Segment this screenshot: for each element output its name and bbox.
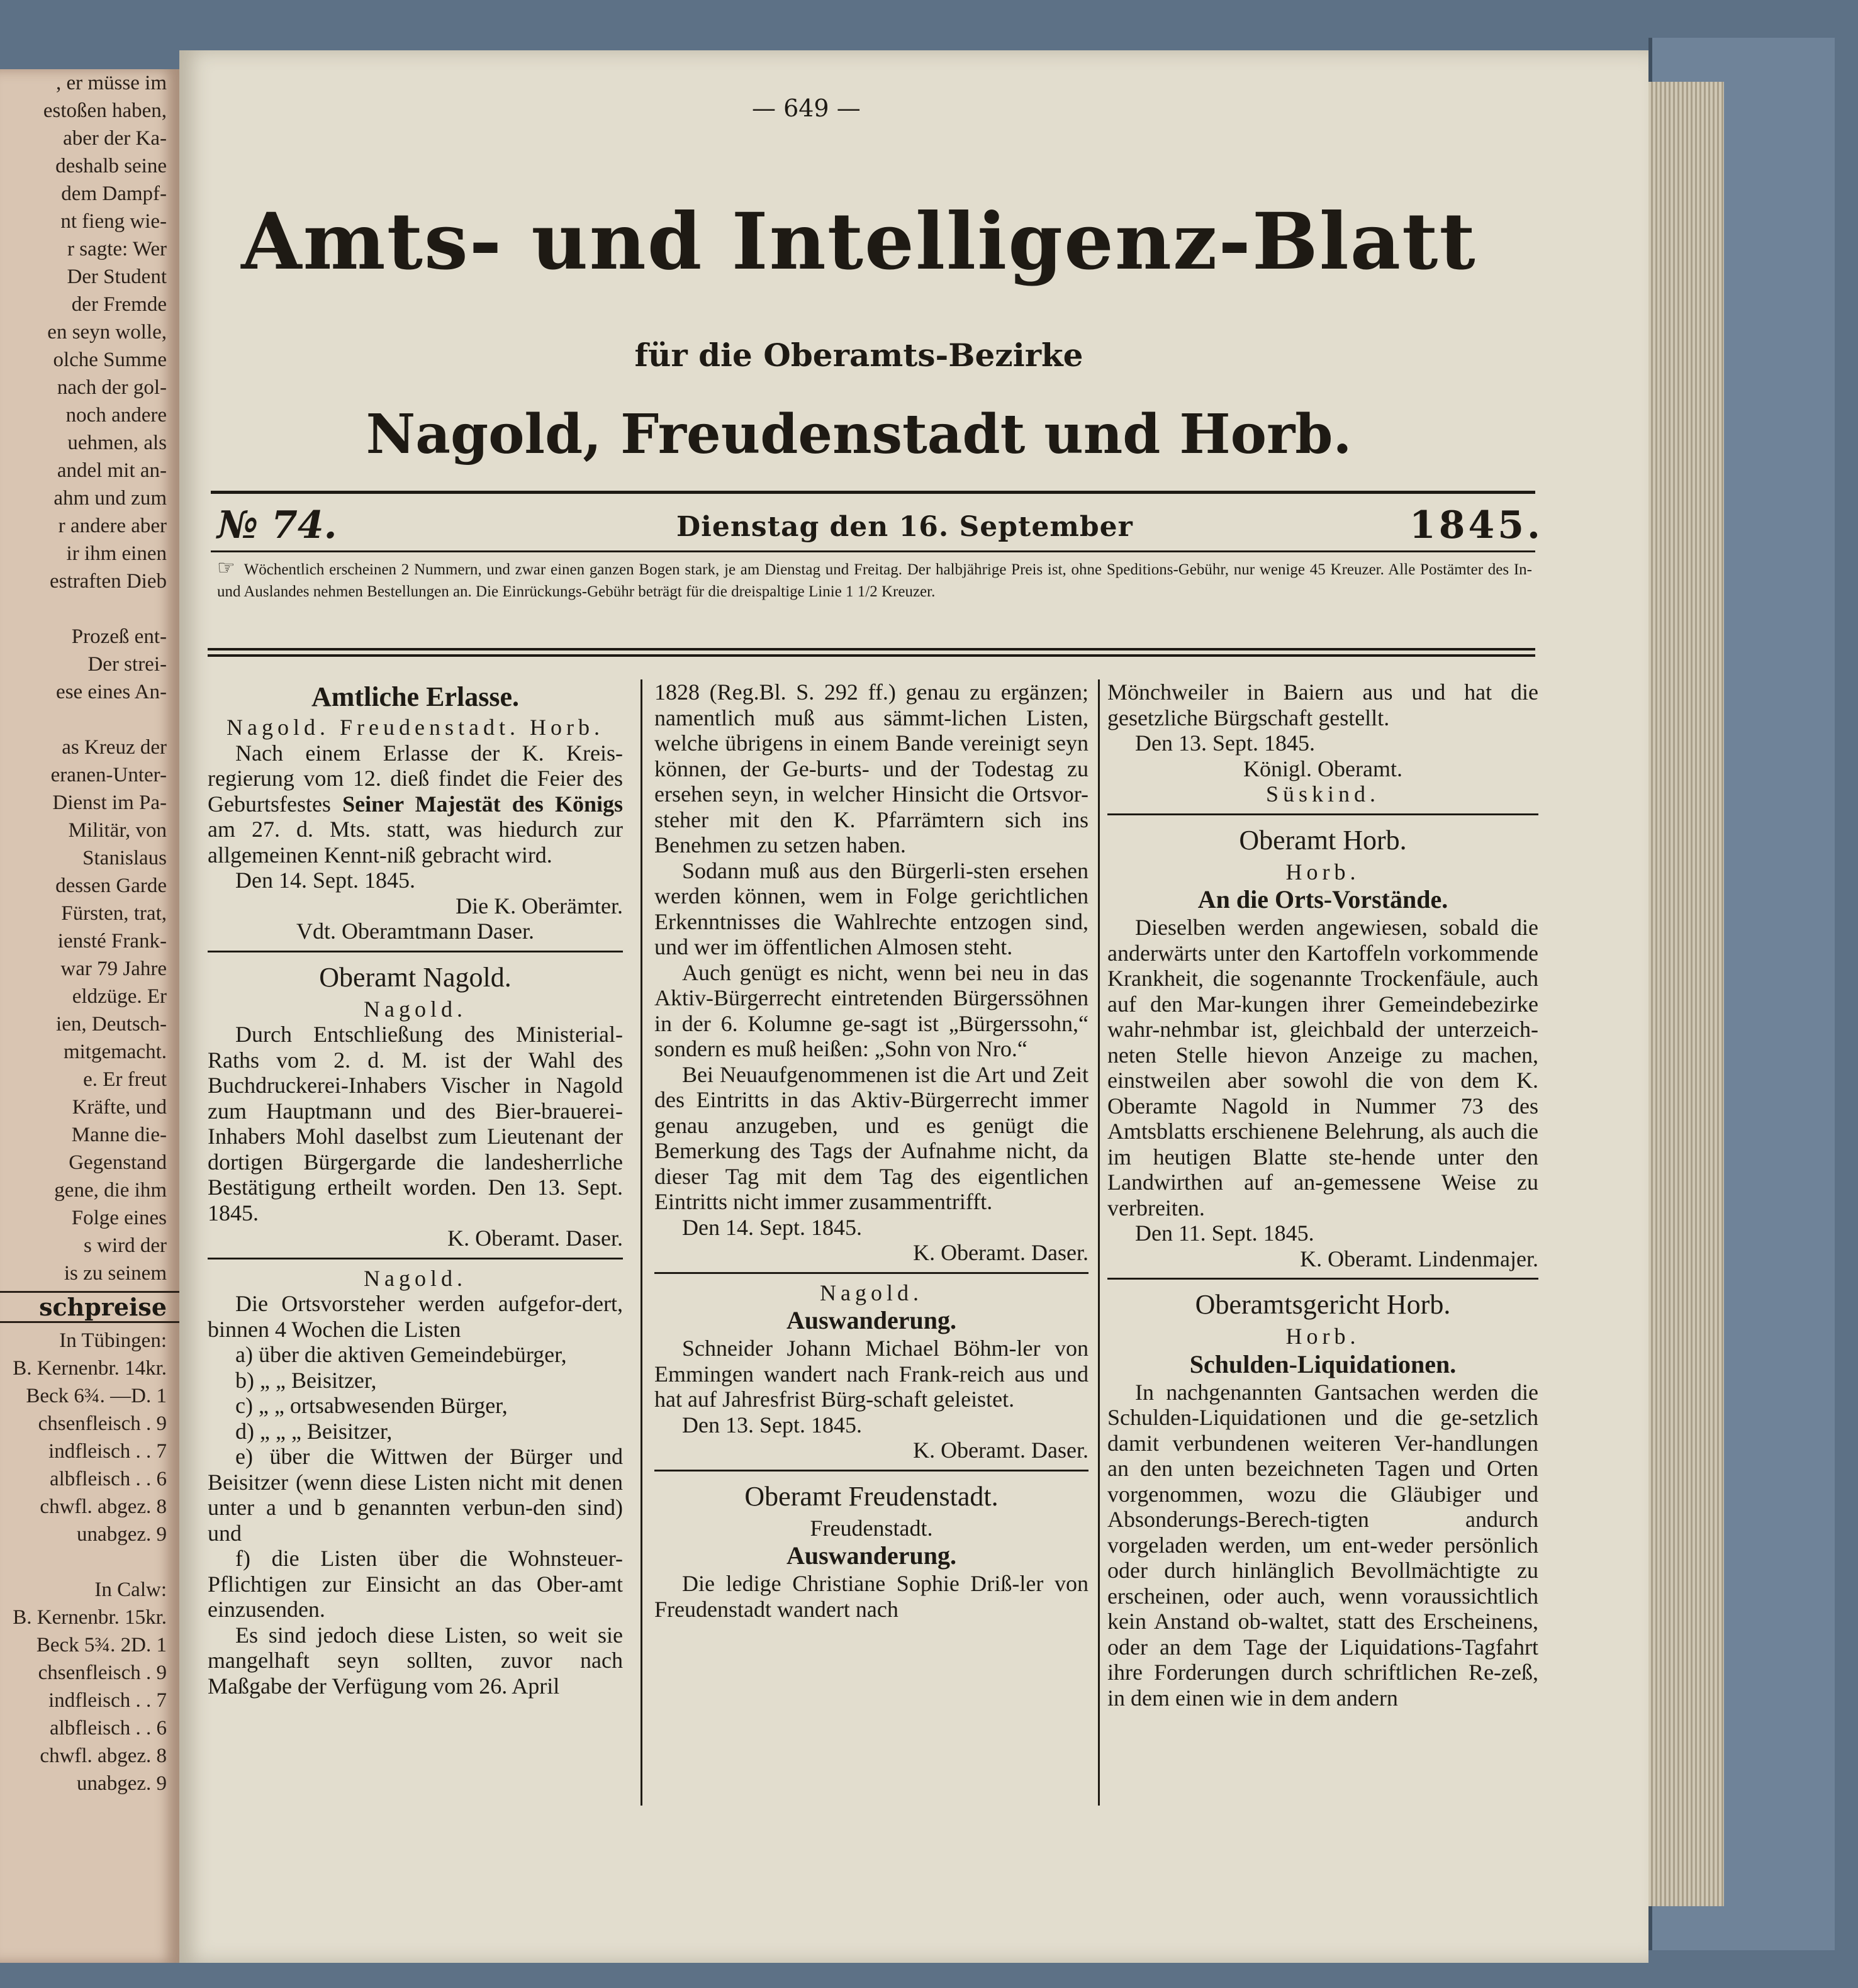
left-page-line: Der Student [67,265,167,288]
left-page-line: Gegenstand [69,1151,167,1174]
signature: K. Oberamt. Daser. [913,1438,1088,1463]
list-item: e) über die Wittwen der Bürger und Beisitzer (wenn diese Listen nicht mit denen unter a und b genannten verbun-den sind) und [208,1444,623,1546]
left-page-line: , er müsse im [56,72,167,94]
list [208,1342,623,1622]
section-heading: Auswanderung. [786,1541,957,1570]
list-item: a) über die aktiven Gemeindebürger, [235,1342,567,1367]
pointing-hand-icon: ☞ [217,556,235,579]
section-heading: Auswanderung. [786,1306,957,1334]
left-page-line: albfleisch . . 6 [49,1468,167,1490]
section-heading: Oberamt Nagold. [319,961,512,993]
section-heading: Amtliche Erlasse. [311,681,519,712]
column-2 [654,679,1088,1622]
paragraph: Die ledige Christiane Sophie Driß-ler von Freudenstadt wandert nach [654,1571,1088,1622]
column-separator-1 [641,679,642,1806]
date-line: Den 14. Sept. 1845. [235,868,415,893]
list-item: d) „ „ „ Beisitzer, [235,1418,393,1444]
left-page-line: eldzüge. Er [72,985,167,1008]
paragraph: Die Ortsvorsteher werden aufgefor-dert, binnen 4 Wochen die Listen [208,1291,623,1342]
divider [1107,813,1538,815]
notice-text: Wöchentlich erscheinen 2 Nummern, und zwar einen ganzen Bogen stark, je am Dienstag und Freitag. Der halbjährige Preis ist, ohne Speditions-Gebühr, nur wenige 45 Kreuzer. Alle Postämter des In- und Auslandes nehmen Bestellungen an. Die Einrückungs-Gebühr beträgt für die dreispaltige Linie 1 1/2 Kreuzer. [217,561,1532,600]
issue-number: № 74. [217,503,337,547]
left-page-line: noch andere [65,404,167,427]
divider [208,1258,623,1259]
left-page-line: unabgez. 9 [77,1523,167,1546]
signature: Süskind. [1265,781,1380,807]
left-page-line: albfleisch . . 6 [49,1717,167,1740]
left-page-line: Folge eines [71,1207,167,1229]
divider [208,951,623,952]
section-heading: Oberamt Freudenstadt. [744,1480,999,1512]
list-item: b) „ „ Beisitzer, [235,1367,377,1393]
divider [654,1272,1088,1274]
left-page-line: indfleisch . . 7 [48,1689,167,1712]
bold-text-run: Seiner Majestät des Königs [342,791,623,817]
left-page-line: ahm und zum [53,487,167,510]
paragraph: 1828 (Reg.Bl. S. 292 ff.) genau zu ergänzen; namentlich muß aus sämmt-lichen Listen, welche übrigens in einem Bande vereinigt seyn können, der Ge-burts- und der Todestag zu ersehen seyn, in welcher Hinsicht die Ortsvor-steher mit den K. Pfarrämtern sich ins Benehmen zu setzen haben. [654,679,1088,857]
column-3 [1107,679,1538,1711]
left-page-line: nach der gol- [57,376,167,399]
paragraph: Schneider Johann Michael Böhm-ler von Emmingen wandert nach Frank-reich aus und hat auf Jahresfrist Bürg-schaft geleistet. [654,1336,1088,1412]
left-page-line: Beck 5¾. 2D. 1 [36,1634,167,1656]
left-page-line: gene, die ihm [54,1179,167,1202]
date-line: Den 14. Sept. 1845. [682,1214,862,1240]
left-page-text-a [0,69,179,1287]
date-line: Den 11. Sept. 1845. [1135,1220,1314,1246]
text-run: am 27. d. Mts. statt, was hiedurch zur allgemeinen Kennt-niß gebracht wird. [208,817,623,868]
left-page-line: Beck 6¾. —D. 1 [26,1385,167,1407]
section-heading: Oberamtsgericht Horb. [1195,1289,1451,1320]
masthead-title: Amts- und Intelligenz-Blatt [241,196,1477,288]
paragraph: In nachgenannten Gantsachen werden die Schulden-Liquidationen und die ge-setzlich damit verbundenen weiteren Ver-handlungen an den unten bezeichneten Tagen und Orten vorgenommen, wozu die Gläubiger und Absonderungs-Berech-tigten andurch vorgeladen werden, um ent-weder persönlich oder durch hinlänglich Bevollmächtigte zu erscheinen, oder auch, wenn voraussichtlich kein Anstand ob-waltet, statt des Erscheinens, oder an dem Tage der Liquidations-Tagfahrt ihre Forderungen durch schriftlichen Re-zeß, in dem einen wie in dem andern [1107,1379,1538,1711]
left-page-line: chwfl. abgez. 8 [40,1495,167,1518]
left-page-line: indfleisch . . 7 [48,1440,167,1463]
left-page-line: Stanislaus [82,847,167,869]
left-page-line: chsenfleisch . 9 [38,1661,167,1684]
left-page-line: r sagte: Wer [67,238,167,260]
place-line: Freudenstadt. [810,1515,933,1541]
left-page-line [0,706,179,734]
left-page-line: Prozeß ent- [71,625,167,648]
left-page-line: Manne die- [71,1124,167,1146]
divider [1107,1278,1538,1280]
date-line: Den 13. Sept. 1845. [682,1412,862,1438]
paragraph: Bei Neuaufgenommenen ist die Art und Zeit des Eintritts in das Aktiv-Bürgerrecht immer genau anzugeben, und es genügt die Bemerkung des Tags der Aufnahme nicht, da dieser Tag mit dem Tag des eigentlichen Eintritts nicht immer zusammentrifft. [654,1061,1088,1214]
left-page-line: B. Kernenbr. 14kr. [13,1357,167,1380]
left-page-line: e. Er freut [83,1068,167,1091]
left-page-line: olche Summe [53,349,167,371]
paragraph: Durch Entschließung des Ministerial-Raths vom 2. d. M. ist der Wahl des Buchdruckerei-Inhabers Vischer in Nagold zum Hauptmann und des Bier-brauerei-Inhabers Mohl daselbst zum Lieutenant der dortigen Bürgergarde die landesherrliche Bestätigung ertheilt worden. Den 13. Sept. 1845. [208,1022,623,1226]
left-page-line [0,595,179,623]
left-page-line: deshalb seine [55,155,167,177]
rule-top [211,491,1535,494]
left-page-line: aber der Ka- [63,127,167,150]
left-page-line: estoßen haben, [43,99,167,122]
left-page-line: Kräfte, und [72,1096,167,1119]
left-page-line: B. Kernenbr. 15kr. [13,1606,167,1629]
left-page-line: as Kreuz der [62,736,167,759]
left-page-text-b [0,1327,179,1797]
left-page-line: der Fremde [71,293,167,316]
left-page-line: Der strei- [87,653,167,676]
paragraph: Dieselben werden angewiesen, sobald die anderwärts unter den Kartoffeln vorkommende Krankheit, die sogenannte Trockenfäule, auch auf den Mar-kungen ihrer Gemeindebezirke wahr-nehmbar ist, gleichbald der unterzeich-neten Stelle hievon Anzeige zu machen, einstweilen aber sowohl die von dem K. Oberamte Nagold in Nummer 73 des Amtsblatts erschienene Belehrung, als auch die im heutigen Blatte ste-hende unter den Landwirthen auf an-gemessene Weise zu verbreiten. [1107,915,1538,1220]
left-page-line: ien, Deutsch- [56,1013,167,1036]
left-page-line: mitgemacht. [63,1041,167,1063]
paragraph: Sodann muß aus den Bürgerli-sten ersehen werden können, wem in Folge gerichtlichen Erkenntnisses die Wahlrechte entzogen sind, und wer im öffentlichen Almosen steht. [654,857,1088,959]
left-page-line: dessen Garde [55,874,167,897]
left-page-line: chsenfleisch . 9 [38,1412,167,1435]
date-line: Den 13. Sept. 1845. [1135,730,1315,756]
left-page-line: andel mit an- [57,459,167,482]
paragraph: Es sind jedoch diese Listen, so weit sie mangelhaft seyn sollten, zuvor nach Maßgabe der Verfügung vom 26. April [208,1622,623,1699]
left-page-line [0,1548,179,1576]
left-page-line: In Calw: [94,1578,167,1601]
place-line: Nagold. [820,1280,923,1305]
text-run: Nach einem Erlasse der K. Kreis-regierung vom 12. dieß findet die Feier des Geburtsfestes [208,740,623,817]
issue-year: 1845. [1409,503,1543,547]
list-item: c) „ „ ortsabwesenden Bürger, [235,1393,508,1418]
column-separator-2 [1098,679,1100,1806]
place-line: Nagold. Freudenstadt. Horb. [227,715,604,740]
issue-date: Dienstag den 16. September [676,511,1133,543]
left-page-line: en seyn wolle, [47,321,167,343]
left-page-line: unabgez. 9 [77,1772,167,1795]
place-line: Nagold. [364,996,467,1022]
left-page-line: r andere aber [58,515,167,537]
section-heading: Oberamt Horb. [1239,824,1407,856]
list-item: f) die Listen über die Wohnsteuer-Pflichtigen zur Einsicht an das Ober-amt einzusenden. [208,1546,623,1622]
rule-double-b [208,654,1535,657]
signature: K. Oberamt. Daser. [913,1240,1088,1265]
subscription-notice [217,557,1532,603]
left-page-line: is zu seinem [64,1262,167,1285]
place-line: Horb. [1285,1324,1360,1349]
left-page-line: ese eines An- [56,681,167,703]
masthead-districts: Nagold, Freudenstadt und Horb. [366,403,1352,466]
column-1 [208,679,623,1699]
section-heading: An die Orts-Vorstände. [1197,885,1448,913]
place-line: Nagold. [364,1265,467,1291]
masthead-subtitle: für die Oberamts-Bezirke [634,337,1083,374]
signature: Vdt. Oberamtmann Daser. [296,919,534,944]
rule-mid [211,550,1535,552]
left-page-line: chwfl. abgez. 8 [40,1745,167,1767]
section-heading: Schulden-Liquidationen. [1189,1349,1457,1378]
left-page-line: Fürsten, trat, [61,902,167,925]
left-page-line: dem Dampf- [61,182,167,205]
signature: Die K. Oberämter. [456,893,623,919]
left-page-line: Militär, von [68,819,167,842]
page-edges [1648,82,1724,1906]
paragraph: Mönchweiler in Baiern aus und hat die gesetzliche Bürgschaft gestellt. [1107,679,1538,730]
left-page-line: uehmen, als [67,432,167,454]
signature: Königl. Oberamt. [1243,756,1402,781]
left-page-header: schpreise [0,1291,179,1323]
left-page-line: In Tübingen: [59,1329,167,1352]
signature: K. Oberamt. Lindenmajer. [1300,1246,1538,1271]
left-page-line: estraften Dieb [50,570,167,593]
left-page-line: Dienst im Pa- [52,791,167,814]
left-page-line: iensté Frank- [57,930,167,952]
left-page-line: war 79 Jahre [60,958,167,980]
left-page-line: nt fieng wie- [60,210,167,233]
divider [654,1470,1088,1471]
left-page-fragment [0,69,179,1963]
place-line: Horb. [1285,859,1360,885]
left-page-line: ir ihm einen [66,542,167,565]
left-page-line: s wird der [84,1234,167,1257]
signature: K. Oberamt. Daser. [447,1226,623,1251]
paragraph [208,740,623,868]
page-number: — 649 — [752,94,861,122]
paragraph: Auch genügt es nicht, wenn bei neu in das Aktiv-Bürgerrecht eintretenden Bürgerssöhnen in der 6. Kolumne ge-sagt ist „Bürgerssohn,“ sondern es muß heißen: „Sohn von Nro.“ [654,959,1088,1061]
left-page-line: eranen-Unter- [50,764,167,786]
rule-double-a [208,648,1535,651]
